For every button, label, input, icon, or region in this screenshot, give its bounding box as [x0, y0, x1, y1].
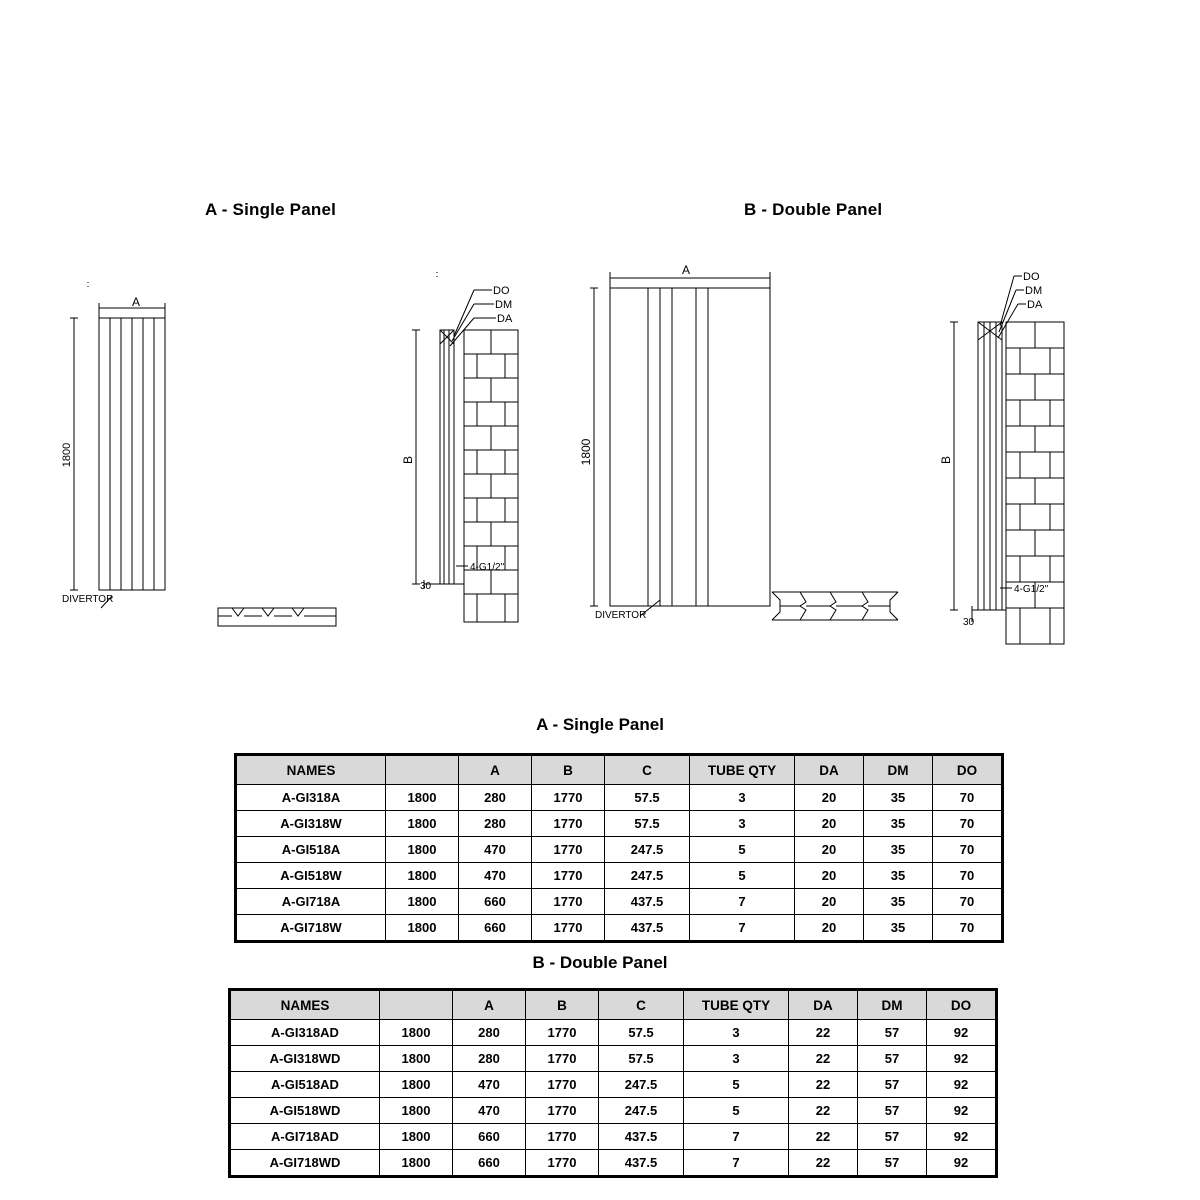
table-row — [237, 915, 1002, 941]
single-panel-plan-view — [218, 608, 336, 626]
cell-do: 92 — [927, 1098, 996, 1124]
cell-dm: 57 — [858, 1072, 927, 1098]
cell-dm: 35 — [864, 889, 933, 915]
cell-c: 247.5 — [599, 1072, 684, 1098]
cell-height: 1800 — [380, 1046, 453, 1072]
cell-b: 1770 — [532, 915, 605, 941]
cell-c: 437.5 — [599, 1150, 684, 1176]
cell-c: 247.5 — [599, 1098, 684, 1124]
cell-c: 57.5 — [599, 1020, 684, 1046]
double-side-da-label: DA — [1027, 299, 1043, 311]
table-row — [231, 1046, 996, 1072]
table-header-row — [231, 991, 996, 1020]
single-side-b-label: B — [401, 455, 415, 465]
double-side-do-label: DO — [1023, 271, 1040, 283]
cell-a: 470 — [453, 1098, 526, 1124]
cell-c: 57.5 — [605, 785, 690, 811]
cell-name: A-GI518WD — [231, 1098, 380, 1124]
cell-tube-qty: 3 — [690, 811, 795, 837]
single-side-dm-label: DM — [495, 299, 513, 311]
cell-do: 70 — [933, 785, 1002, 811]
cell-a: 660 — [453, 1124, 526, 1150]
double-panel-heading: B - Double Panel — [744, 200, 883, 219]
cell-dm: 57 — [858, 1046, 927, 1072]
cell-height: 1800 — [380, 1020, 453, 1046]
header-dm: DM — [864, 756, 933, 785]
cell-height: 1800 — [380, 1098, 453, 1124]
cell-c: 247.5 — [605, 837, 690, 863]
double-side-dm-label: DM — [1025, 285, 1043, 297]
cell-a: 280 — [453, 1046, 526, 1072]
header-height — [380, 991, 453, 1020]
table-row — [231, 1124, 996, 1150]
header-b: B — [526, 991, 599, 1020]
cell-da: 20 — [795, 889, 864, 915]
cell-a: 470 — [459, 837, 532, 863]
cell-do: 70 — [933, 915, 1002, 941]
cell-a: 660 — [459, 889, 532, 915]
cell-tube-qty: 5 — [684, 1072, 789, 1098]
header-do: DO — [927, 991, 996, 1020]
single-panel-front-view — [70, 282, 165, 608]
cell-do: 70 — [933, 863, 1002, 889]
cell-dm: 35 — [864, 811, 933, 837]
cell-a: 280 — [453, 1020, 526, 1046]
cell-da: 20 — [795, 785, 864, 811]
header-dm: DM — [858, 991, 927, 1020]
cell-dm: 35 — [864, 837, 933, 863]
double-side-30-label: 30 — [963, 617, 975, 628]
table-row — [237, 785, 1002, 811]
header-names: NAMES — [231, 991, 380, 1020]
cell-name: A-GI318AD — [231, 1020, 380, 1046]
cell-name: A-GI718WD — [231, 1150, 380, 1176]
cell-name: A-GI718A — [237, 889, 386, 915]
cell-dm: 35 — [864, 785, 933, 811]
cell-do: 92 — [927, 1150, 996, 1176]
cell-tube-qty: 7 — [690, 889, 795, 915]
table-row — [231, 1150, 996, 1176]
cell-b: 1770 — [526, 1072, 599, 1098]
svg-text:1800: 1800 — [61, 442, 73, 468]
cell-c: 437.5 — [605, 889, 690, 915]
cell-b: 1770 — [526, 1124, 599, 1150]
cell-name: A-GI318A — [237, 785, 386, 811]
cell-b: 1770 — [532, 863, 605, 889]
cell-da: 22 — [789, 1020, 858, 1046]
cell-do: 70 — [933, 889, 1002, 915]
cell-c: 437.5 — [605, 915, 690, 941]
header-a: A — [459, 756, 532, 785]
double-panel-table — [230, 990, 996, 1176]
cell-height: 1800 — [386, 863, 459, 889]
cell-b: 1770 — [532, 889, 605, 915]
cell-tube-qty: 7 — [684, 1124, 789, 1150]
double-front-height-label: 1800 — [579, 438, 593, 466]
cell-dm: 57 — [858, 1150, 927, 1176]
cell-name: A-GI718W — [237, 915, 386, 941]
cell-dm: 57 — [858, 1020, 927, 1046]
double-side-b-label: B — [939, 455, 953, 465]
cell-name: A-GI518A — [237, 837, 386, 863]
table-row — [237, 863, 1002, 889]
cell-c: 57.5 — [605, 811, 690, 837]
cell-do: 70 — [933, 811, 1002, 837]
single-front-a-label: A — [131, 295, 141, 309]
cell-a: 280 — [459, 785, 532, 811]
header-height — [386, 756, 459, 785]
double-front-divertor-label: DIVERTOR — [595, 610, 647, 621]
header-c: C — [605, 756, 690, 785]
cell-height: 1800 — [386, 811, 459, 837]
cell-a: 470 — [459, 863, 532, 889]
single-panel-table-wrapper — [234, 753, 1004, 943]
cell-tube-qty: 3 — [684, 1020, 789, 1046]
cell-da: 22 — [789, 1124, 858, 1150]
cell-name: A-GI518AD — [231, 1072, 380, 1098]
cell-da: 20 — [795, 863, 864, 889]
cell-tube-qty: 5 — [690, 863, 795, 889]
cell-da: 22 — [789, 1072, 858, 1098]
cell-height: 1800 — [380, 1150, 453, 1176]
table-header-row — [237, 756, 1002, 785]
cell-height: 1800 — [386, 785, 459, 811]
single-side-da-label: DA — [497, 313, 513, 325]
cell-b: 1770 — [532, 785, 605, 811]
cell-do: 92 — [927, 1046, 996, 1072]
double-front-a-label: A — [681, 263, 691, 277]
cell-dm: 57 — [858, 1098, 927, 1124]
table-row — [231, 1020, 996, 1046]
cell-c: 57.5 — [599, 1046, 684, 1072]
cell-tube-qty: 5 — [684, 1098, 789, 1124]
cell-da: 20 — [795, 837, 864, 863]
cell-tube-qty: 3 — [684, 1046, 789, 1072]
double-panel-table-wrapper — [228, 988, 998, 1178]
cell-name: A-GI518W — [237, 863, 386, 889]
cell-name: A-GI718AD — [231, 1124, 380, 1150]
single-side-connection-label: 4-G1/2" — [470, 562, 505, 573]
double-side-connection-label: 4-G1/2" — [1014, 584, 1049, 595]
cell-a: 660 — [453, 1150, 526, 1176]
header-tube-qty: TUBE QTY — [684, 991, 789, 1020]
cell-a: 470 — [453, 1072, 526, 1098]
cell-dm: 35 — [864, 915, 933, 941]
cell-dm: 57 — [858, 1124, 927, 1150]
cell-b: 1770 — [532, 811, 605, 837]
header-a: A — [453, 991, 526, 1020]
table-row — [237, 889, 1002, 915]
cell-b: 1770 — [526, 1020, 599, 1046]
table-row — [237, 837, 1002, 863]
cell-b: 1770 — [532, 837, 605, 863]
cell-da: 22 — [789, 1046, 858, 1072]
cell-c: 247.5 — [605, 863, 690, 889]
cell-height: 1800 — [386, 889, 459, 915]
single-front-height-label — [61, 443, 73, 467]
single-side-30-label: 30 — [420, 581, 432, 592]
cell-do: 70 — [933, 837, 1002, 863]
header-b: B — [532, 756, 605, 785]
cell-tube-qty: 3 — [690, 785, 795, 811]
cell-name: A-GI318WD — [231, 1046, 380, 1072]
cell-b: 1770 — [526, 1046, 599, 1072]
single-panel-table — [236, 755, 1002, 941]
header-tube-qty: TUBE QTY — [690, 756, 795, 785]
double-panel-front-view — [590, 272, 770, 616]
cell-height: 1800 — [380, 1072, 453, 1098]
table-row — [231, 1098, 996, 1124]
header-names: NAMES — [237, 756, 386, 785]
cell-a: 660 — [459, 915, 532, 941]
table-2-title: B - Double Panel — [532, 953, 668, 972]
cell-do: 92 — [927, 1124, 996, 1150]
single-panel-heading: A - Single Panel — [205, 200, 337, 219]
cell-da: 20 — [795, 915, 864, 941]
cell-tube-qty: 7 — [690, 915, 795, 941]
header-da: DA — [795, 756, 864, 785]
cell-name: A-GI318W — [237, 811, 386, 837]
cell-da: 22 — [789, 1150, 858, 1176]
cell-a: 280 — [459, 811, 532, 837]
table-1-title: A - Single Panel — [536, 715, 664, 734]
cell-tube-qty: 5 — [690, 837, 795, 863]
cell-height: 1800 — [386, 837, 459, 863]
header-da: DA — [789, 991, 858, 1020]
cell-da: 20 — [795, 811, 864, 837]
cell-height: 1800 — [380, 1124, 453, 1150]
table-row — [237, 811, 1002, 837]
cell-c: 437.5 — [599, 1124, 684, 1150]
single-side-do-label: DO — [493, 285, 510, 297]
cell-do: 92 — [927, 1020, 996, 1046]
single-front-divertor-label: DIVERTOR — [62, 594, 114, 605]
cell-da: 22 — [789, 1098, 858, 1124]
cell-height: 1800 — [386, 915, 459, 941]
cell-tube-qty: 7 — [684, 1150, 789, 1176]
cell-do: 92 — [927, 1072, 996, 1098]
header-c: C — [599, 991, 684, 1020]
cell-b: 1770 — [526, 1150, 599, 1176]
table-row — [231, 1072, 996, 1098]
header-do: DO — [933, 756, 1002, 785]
double-panel-plan-view — [772, 592, 898, 620]
cell-dm: 35 — [864, 863, 933, 889]
cell-b: 1770 — [526, 1098, 599, 1124]
